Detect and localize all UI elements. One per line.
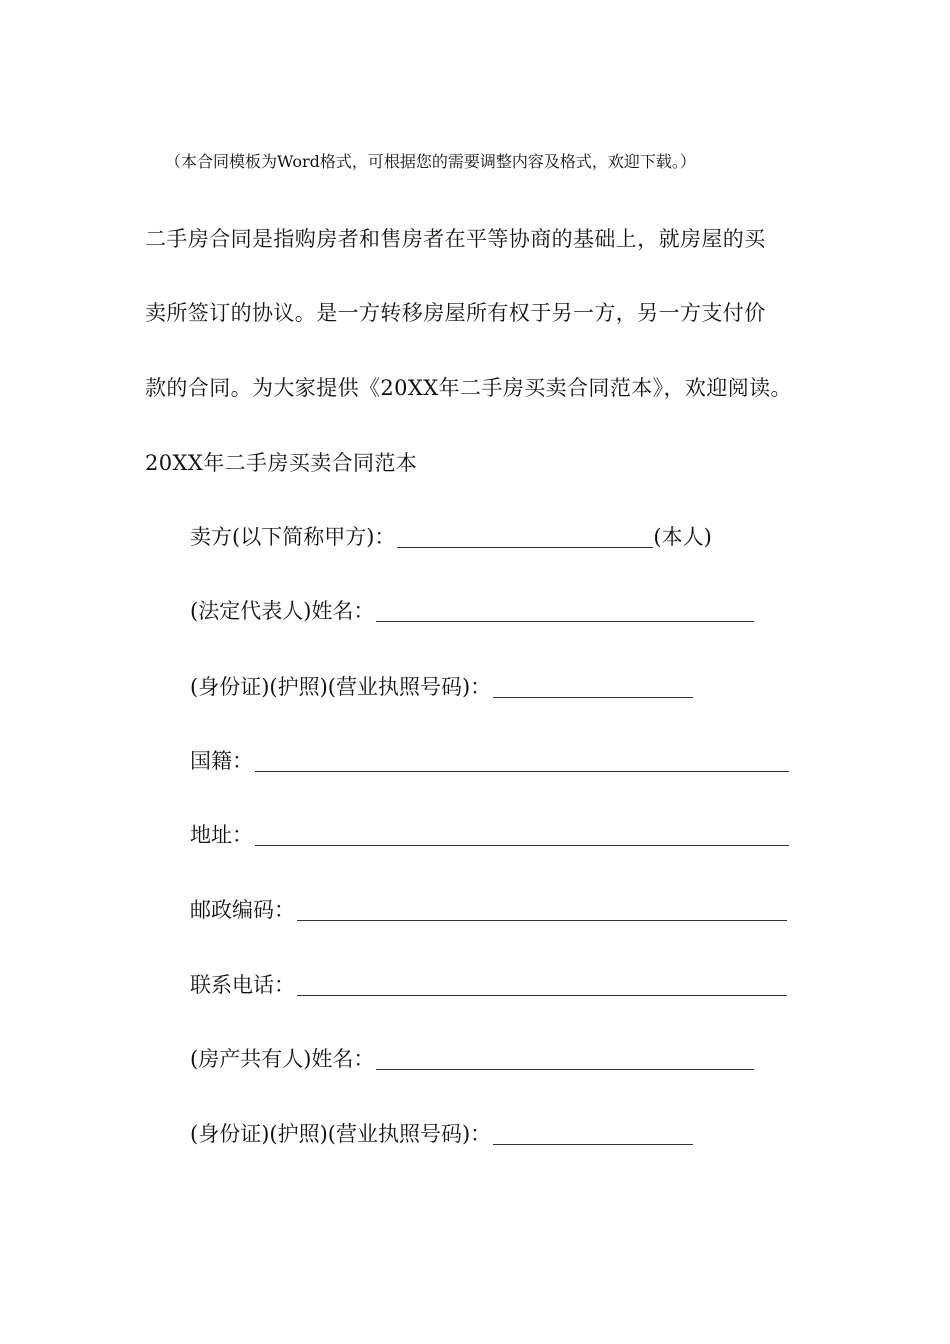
id-field-2 [190,1124,693,1145]
phone-blank[interactable] [297,975,787,996]
co-owner-label: (房产共有人)姓名： [190,1047,375,1071]
co-owner-blank[interactable] [376,1049,754,1070]
co-owner-field [190,1049,754,1070]
nationality-field [190,751,789,772]
id-label-2: (身份证)(护照)(营业执照号码)： [190,1122,492,1146]
legal-rep-field [190,601,754,622]
seller-label: 卖方(以下简称甲方)： [190,525,396,549]
id-blank-1[interactable] [493,677,693,698]
template-note: （本合同模板为Word格式，可根据您的需要调整内容及格式，欢迎下载。） [165,152,696,171]
postcode-blank[interactable] [297,900,787,921]
intro-line-2: 卖所签订的协议。是一方转移房屋所有权于另一方，另一方支付价 [145,301,766,325]
nationality-label: 国籍： [190,749,253,773]
postcode-field [190,900,787,921]
seller-field [190,527,712,548]
phone-field [190,975,787,996]
address-label: 地址： [190,823,253,847]
address-blank[interactable] [255,825,789,846]
id-field-1 [190,677,693,698]
id-label-1: (身份证)(护照)(营业执照号码)： [190,675,492,699]
legal-rep-blank[interactable] [376,601,754,622]
intro-line-3: 款的合同。为大家提供《20XX年二手房买卖合同范本》，欢迎阅读。 [145,376,792,400]
id-blank-2[interactable] [493,1124,693,1145]
intro-line-1: 二手房合同是指购房者和售房者在平等协商的基础上，就房屋的买 [145,227,766,251]
contract-title: 20XX年二手房买卖合同范本 [145,451,418,475]
postcode-label: 邮政编码： [190,898,295,922]
seller-suffix: (本人) [653,525,712,549]
seller-blank[interactable] [397,527,653,548]
phone-label: 联系电话： [190,973,295,997]
address-field [190,825,789,846]
legal-rep-label: (法定代表人)姓名： [190,599,375,623]
nationality-blank[interactable] [255,751,789,772]
